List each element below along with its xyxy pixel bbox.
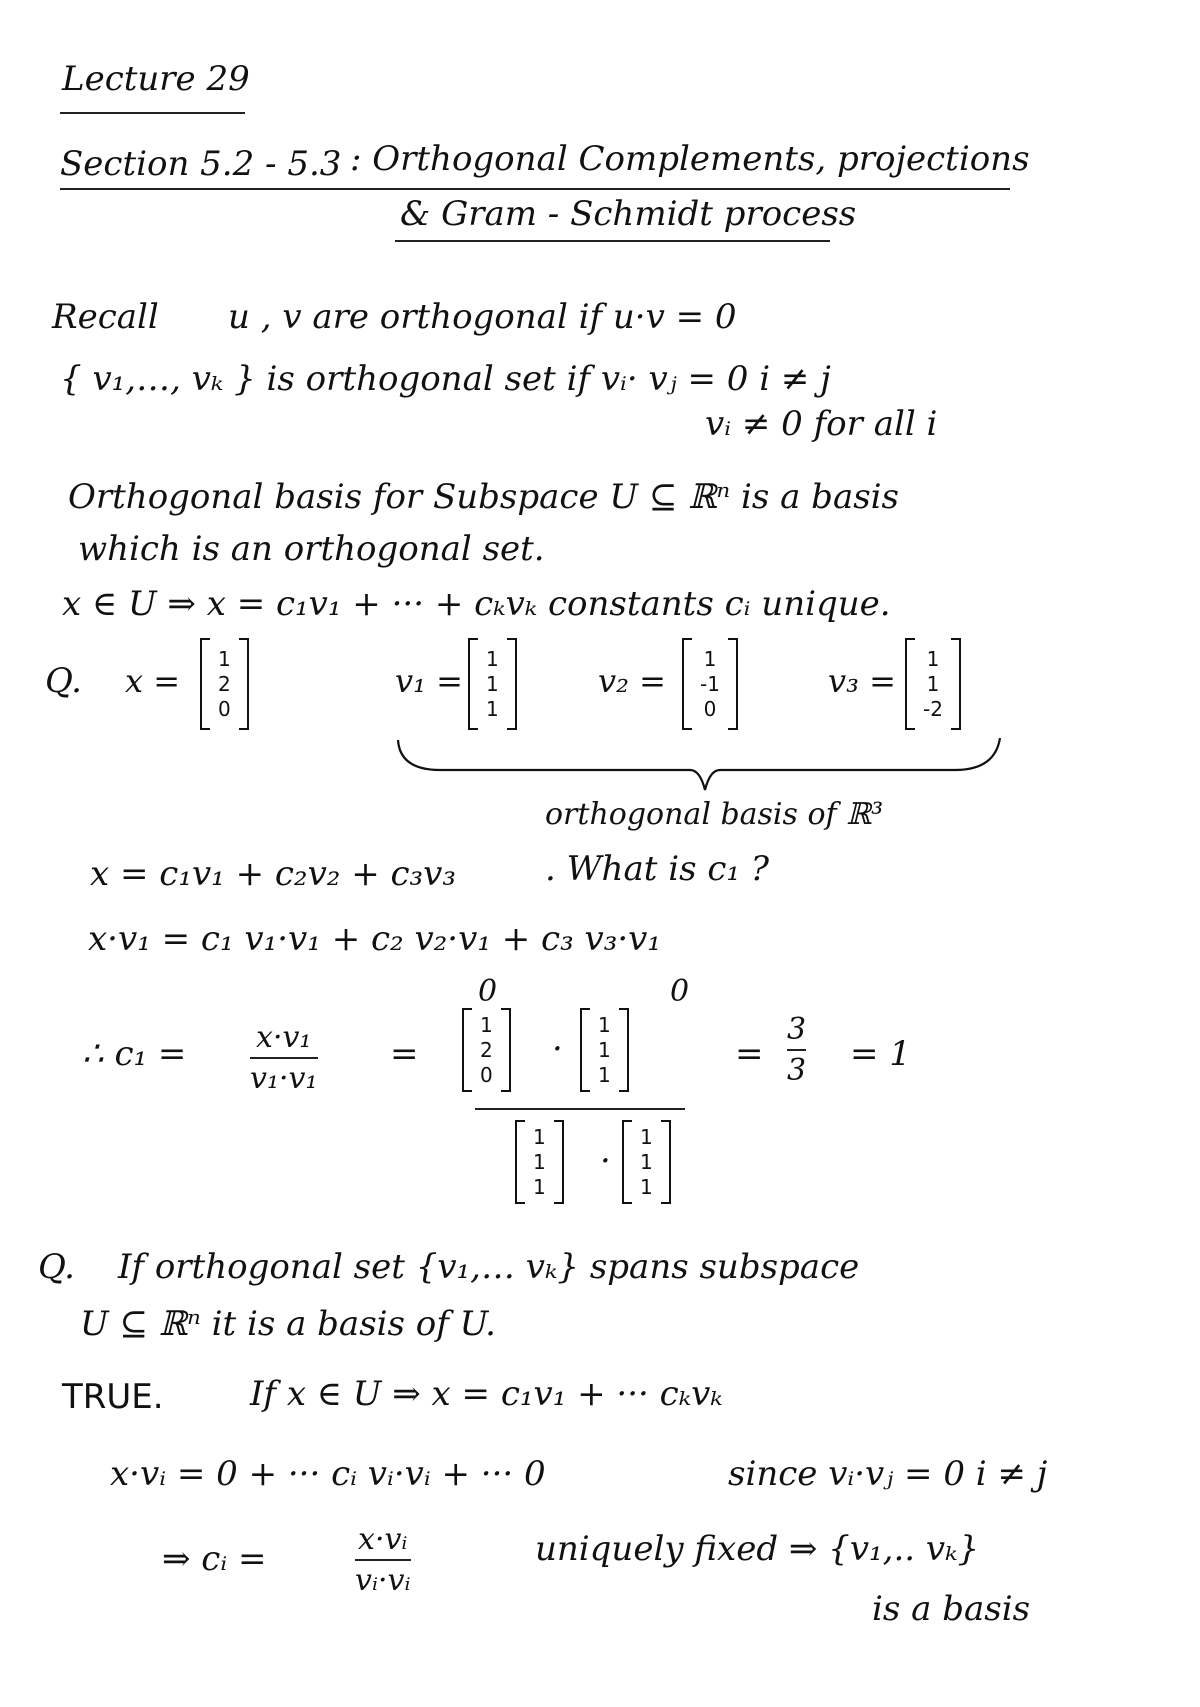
v1-vector: 1 1 1 bbox=[468, 638, 517, 730]
basis-line-1: Orthogonal basis for Subspace U ⊆ ℝⁿ is a basis bbox=[68, 477, 899, 517]
c1-denominator: v₁·v₁ bbox=[250, 1061, 318, 1096]
brace-caption: orthogonal basis of ℝ³ bbox=[545, 797, 884, 832]
v1-vector-label: v₁ = bbox=[395, 662, 463, 700]
dot-operator-1: · bbox=[552, 1029, 563, 1069]
topic-line-1: : Orthogonal Complements, projections bbox=[350, 139, 1030, 179]
topic-line-2: & Gram - Schmidt process bbox=[400, 194, 857, 234]
claim-line-2: U ⊆ ℝⁿ it is a basis of U. bbox=[80, 1304, 496, 1344]
dot-operator-2: · bbox=[600, 1141, 611, 1181]
lecture-title: Lecture 29 bbox=[62, 59, 250, 99]
result-numerator: 3 bbox=[787, 1012, 807, 1047]
v2-vector-label: v₂ = bbox=[598, 662, 666, 700]
recall-line-3: vᵢ ≠ 0 for all i bbox=[705, 404, 938, 444]
x-vector: 1 2 0 bbox=[200, 638, 249, 730]
claim-line-3: If x ∈ U ⇒ x = c₁v₁ + ··· cₖvₖ bbox=[250, 1374, 723, 1414]
v3-vector-label: v₃ = bbox=[828, 662, 896, 700]
claim-line-1: If orthogonal set {v₁,… vₖ} spans subspace bbox=[118, 1247, 860, 1287]
x-vector-label: x = bbox=[125, 662, 181, 700]
recall-label: Recall bbox=[52, 297, 159, 337]
denominator-v1-vector-b: 1 1 1 bbox=[622, 1120, 671, 1204]
claim-is-basis: is a basis bbox=[872, 1589, 1031, 1629]
claim-ci-numerator: x·vᵢ bbox=[358, 1522, 408, 1557]
result-fraction bbox=[787, 1012, 806, 1088]
v3-vector: 1 1 -2 bbox=[905, 638, 961, 730]
zero-annotation-a: 0 bbox=[478, 974, 498, 1009]
numerator-x-vector: 1 2 0 bbox=[462, 1008, 511, 1092]
question-c1: . What is c₁ ? bbox=[545, 849, 770, 889]
equals-sign-1: = bbox=[390, 1034, 419, 1074]
claim-line-4: x·vᵢ = 0 + ··· cᵢ vᵢ·vᵢ + ··· 0 bbox=[110, 1454, 546, 1494]
section-label: Section 5.2 - 5.3 bbox=[60, 144, 342, 184]
basis-brace bbox=[398, 738, 1000, 790]
claim-uniquely-fixed: uniquely fixed ⇒ {v₁,.. vₖ} bbox=[535, 1529, 980, 1569]
expansion-equation: x = c₁v₁ + c₂v₂ + c₃v₃ bbox=[90, 854, 457, 894]
equals-sign-2: = bbox=[735, 1034, 764, 1074]
claim-q-label: Q. bbox=[38, 1247, 75, 1287]
recall-line-2: { v₁,…, vₖ } is orthogonal set if vᵢ· vⱼ = 0 i ≠ j bbox=[60, 359, 831, 399]
true-label: TRUE. bbox=[62, 1377, 164, 1417]
claim-line-4-since: since vᵢ·vⱼ = 0 i ≠ j bbox=[728, 1454, 1048, 1494]
zero-annotation-b: 0 bbox=[670, 974, 690, 1009]
numerator-v1-vector: 1 1 1 bbox=[580, 1008, 629, 1092]
dot-product-equation: x·v₁ = c₁ v₁·v₁ + c₂ v₂·v₁ + c₃ v₃·v₁ bbox=[88, 919, 662, 959]
c1-fraction bbox=[250, 1020, 318, 1096]
claim-ci-denominator: vᵢ·vᵢ bbox=[355, 1563, 411, 1598]
c1-lhs: ∴ c₁ = bbox=[82, 1034, 187, 1074]
recall-line-1: u , v are orthogonal if u·v = 0 bbox=[228, 297, 737, 337]
v2-vector: 1 -1 0 bbox=[682, 638, 738, 730]
claim-ci-lhs: ⇒ cᵢ = bbox=[162, 1539, 267, 1579]
c1-numerator: x·v₁ bbox=[256, 1020, 312, 1055]
big-fraction-bar bbox=[475, 1108, 685, 1110]
basis-line-2: which is an orthogonal set. bbox=[78, 529, 545, 569]
result-final: = 1 bbox=[850, 1034, 911, 1074]
example-q-label: Q. bbox=[45, 661, 82, 701]
basis-line-3: x ∈ U ⇒ x = c₁v₁ + ··· + cₖvₖ constants cᵢ unique. bbox=[62, 584, 891, 624]
claim-ci-fraction bbox=[355, 1522, 411, 1598]
denominator-v1-vector-a: 1 1 1 bbox=[515, 1120, 564, 1204]
result-denominator: 3 bbox=[787, 1053, 807, 1088]
